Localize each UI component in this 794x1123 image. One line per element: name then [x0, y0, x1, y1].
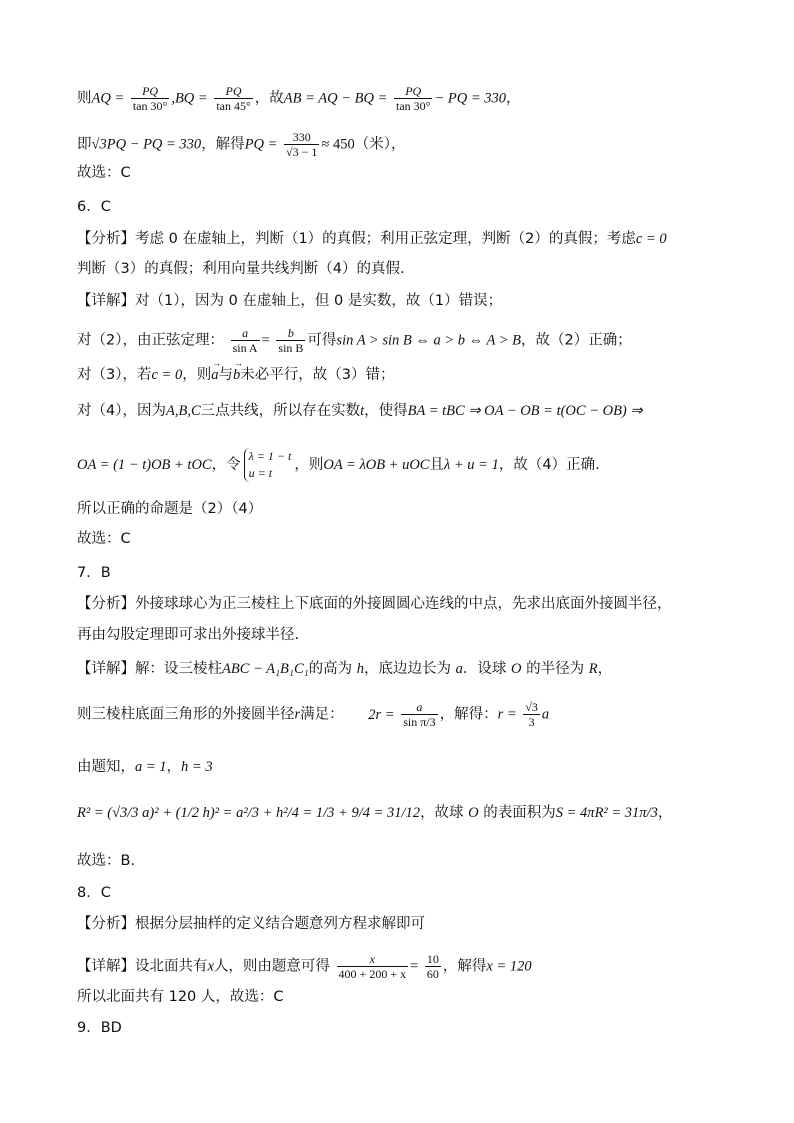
text: ， [166, 759, 182, 775]
text: 与 [218, 367, 233, 383]
math-r: R [588, 661, 598, 677]
section-tag: 【分析】 [77, 916, 135, 932]
line-2 [77, 130, 406, 159]
line-8 [77, 326, 632, 355]
math-oa-expr: OA = (1 − t)OB + tOC [77, 457, 212, 473]
math-c0: c = 0 [635, 231, 667, 247]
text: ．设球 [462, 661, 511, 677]
den: 3 [528, 715, 535, 729]
frac-pq-tan30-b [394, 84, 432, 113]
math-lambda-u: λ + u = 1 [443, 457, 499, 473]
den: sin π/3 [403, 715, 436, 729]
frac-pq-tan30 [131, 84, 169, 113]
line-1 [77, 84, 520, 113]
math-vec-b: → b [233, 368, 240, 383]
math-eq: = [410, 958, 419, 975]
math-o: O [511, 661, 522, 677]
den: tan 30° [395, 99, 431, 113]
text: 对（2），由正弦定理： [77, 332, 224, 349]
math-prism: ABC − A₁B₁C₁ [222, 661, 309, 677]
math-ba-tbc: BA = tBC ⇒ OA − OB = t(OC − OB) ⇒ [407, 403, 643, 419]
text: 可得 [307, 332, 337, 349]
text: ，底边边长为 [364, 661, 456, 677]
line-9 [77, 368, 394, 383]
line-17 [77, 662, 612, 677]
math-c0: c = 0 [151, 367, 183, 383]
text: 则三棱柱底面三角形的外接圆半径 [77, 706, 295, 723]
math-a: a [455, 661, 463, 677]
sys-row-2: u = t [248, 466, 273, 480]
text: ，解得： [439, 706, 498, 723]
frac-x [337, 952, 409, 981]
text: ，则 [294, 457, 324, 473]
sys-row-1: λ = 1 − t [248, 449, 292, 463]
num: a [401, 700, 437, 715]
num: PQ [394, 84, 432, 99]
section-tag: 【分析】 [77, 596, 135, 612]
text: ，使得 [364, 403, 408, 419]
line-7 [77, 294, 502, 309]
math-x120: x = 120 [486, 958, 532, 975]
text: ， [657, 805, 673, 821]
section-tag: 【详解】 [77, 661, 135, 677]
line-25: 所以北面共有 120 人，故选：C [77, 989, 284, 1005]
line-24 [77, 952, 532, 981]
math-vec-a: → a [211, 368, 218, 383]
num: √3 [525, 700, 538, 714]
line-11 [77, 448, 600, 482]
math-x: x [207, 958, 214, 975]
num: 10 [426, 952, 439, 966]
line-15 [77, 597, 672, 612]
math-o: O [468, 805, 479, 821]
math-bq: ,BQ = [171, 90, 208, 107]
text: 解：设三棱柱 [135, 661, 222, 677]
math-h3: h = 3 [181, 759, 213, 775]
den: sin A [232, 341, 258, 355]
num: PQ [214, 84, 252, 99]
text: ， [505, 90, 521, 107]
math-a1: a = 1 [135, 759, 167, 775]
text: 对（1），因为 0 在虚轴上，但 0 是实数，故（1）错误； [135, 293, 503, 309]
frac-pq-tan45 [214, 84, 252, 113]
text: 人，则由题意可得 [213, 958, 330, 975]
math-ab: AB = AQ − BQ = [283, 90, 388, 107]
math-2r: 2r = [368, 706, 395, 723]
line-14: 7．B [77, 565, 111, 581]
den: tan 30° [132, 99, 168, 113]
text: 则 [77, 90, 92, 107]
text: 考虑 0 在虚轴上，判断（1）的真假；利用正弦定理，判断（2）的真假；考虑 [135, 231, 636, 247]
num: b [276, 326, 305, 341]
line-12: 所以正确的命题是（2）（4） [77, 501, 263, 517]
section-tag: 【分析】 [77, 231, 135, 247]
math-r-small: r [294, 706, 301, 723]
text: ，解得 [442, 958, 487, 975]
text: 设北面共有 [135, 958, 208, 975]
math-approx: ≈ 450 [321, 136, 355, 153]
math-r-squared: R² = (√3/3 a)² + (1/2 h)² = a²/3 + h²/4 = 1/3 + 9/4 = 31/12 [77, 805, 421, 821]
text: 未必平行，故（3）错； [240, 367, 395, 383]
frac-a-sina [231, 326, 260, 355]
den: 60 [426, 967, 439, 981]
text: 由题知， [77, 759, 135, 775]
text: 的半径为 [521, 661, 589, 677]
text: ，则 [182, 367, 212, 383]
math-h: h [356, 661, 365, 677]
equation-system [244, 448, 292, 482]
text: 根据分层抽样的定义结合题意列方程求解即可 [135, 916, 425, 932]
text: 的高为 [308, 661, 357, 677]
math-surface-area: S = 4πR² = 31π/3 [555, 805, 658, 821]
section-tag: 【详解】 [77, 293, 135, 309]
math-sqrt3pq: √3PQ − PQ = 330 [91, 136, 202, 153]
math-a: a [541, 706, 550, 723]
frac-b-sinb [276, 326, 305, 355]
text: （米）， [354, 136, 406, 153]
line-20 [77, 806, 672, 821]
den: √3 − 1 [286, 145, 318, 159]
text: 外接球球心为正三棱柱上下底面的外接圆圆心连线的中点，先求出底面外接圆半径， [135, 596, 672, 612]
math-r-eq: r = [497, 706, 517, 723]
frac-sqrt3-3 [523, 700, 540, 729]
math-abc: A,B,C [165, 403, 201, 419]
frac-a-sinpi3 [401, 700, 437, 729]
text: 的表面积为 [478, 805, 556, 821]
num: a [231, 326, 260, 341]
math-t: t [360, 403, 365, 419]
line-13: 故选：C [77, 531, 131, 547]
math-aq: AQ = [91, 90, 125, 107]
math-pq-eq: PQ = [244, 136, 278, 153]
text: 且 [429, 457, 444, 473]
line-22: 8．C [77, 885, 111, 901]
frac-10-60 [425, 952, 441, 981]
line-3: 故选：C [77, 165, 131, 181]
text: ，故（2）正确； [521, 332, 632, 349]
line-6: 判断（3）的真假；利用向量共线判断（4）的真假. [77, 261, 405, 277]
text: ，故 [254, 90, 284, 107]
text: 满足： [300, 706, 344, 723]
text: 对（4），因为 [77, 403, 166, 419]
line-10 [77, 404, 643, 419]
den: tan 45° [216, 99, 251, 113]
num: PQ [131, 84, 169, 99]
section-tag: 【详解】 [77, 958, 135, 975]
text: 对（3），若 [77, 367, 152, 383]
text: 三点共线，所以存在实数 [200, 403, 361, 419]
line-26: 9．BD [77, 1020, 122, 1036]
line-18 [77, 700, 549, 729]
line-21: 故选：B. [77, 853, 136, 869]
text: ，故球 [420, 805, 469, 821]
text: ，解得 [201, 136, 245, 153]
frac-330 [284, 130, 319, 159]
text: ，故（4）正确. [498, 457, 600, 473]
num: x [337, 952, 409, 967]
text: ，令 [211, 457, 241, 473]
text: 即 [77, 136, 92, 153]
math-minus-pq: − PQ = 330 [434, 90, 506, 107]
math-sinab: sin A > sin B ⇔ a > b ⇔ A > B [336, 332, 521, 349]
line-16: 再由勾股定理即可求出外接球半径. [77, 627, 300, 643]
math-eq: = [261, 332, 270, 349]
num: 330 [284, 130, 319, 145]
line-5 [77, 232, 667, 247]
math-oa-lambda: OA = λOB + uOC [323, 457, 430, 473]
line-4: 6．C [77, 199, 111, 215]
den: sin B [278, 341, 304, 355]
line-23 [77, 917, 425, 932]
den: 400 + 200 + x [338, 967, 407, 981]
line-19 [77, 760, 213, 775]
text: ， [597, 661, 613, 677]
